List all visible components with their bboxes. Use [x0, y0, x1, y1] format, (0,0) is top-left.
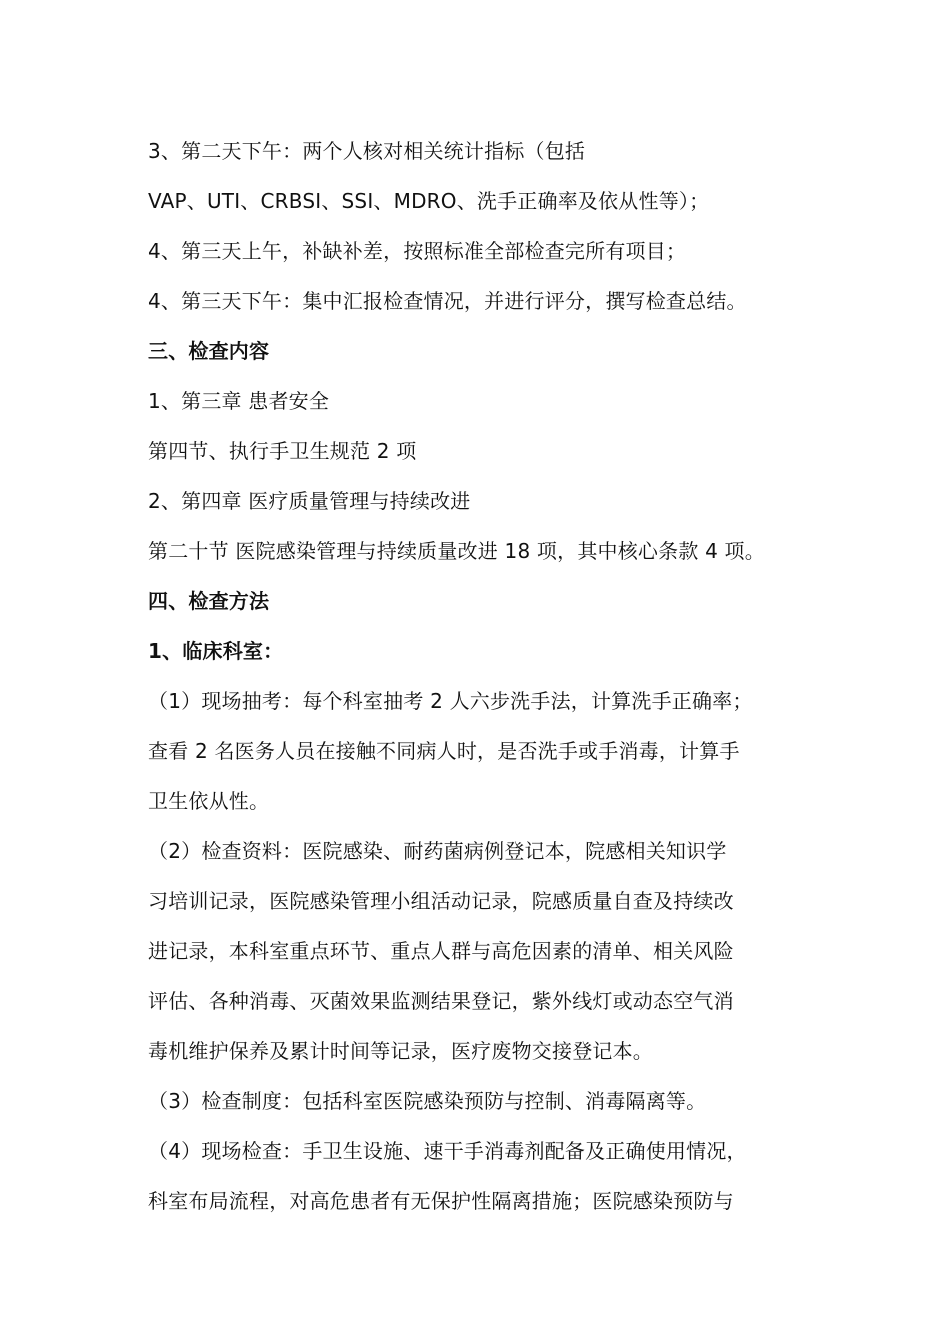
paragraph-line: 4、第三天上午，补缺补差，按照标准全部检查完所有项目；: [148, 239, 687, 263]
subsection-heading-clinical-departments: 1、临床科室：: [148, 639, 284, 663]
paragraph-line: 1、第三章 患者安全: [148, 389, 330, 413]
paragraph-line: 卫生依从性。: [148, 789, 270, 813]
paragraph-line: 科室布局流程，对高危患者有无保护性隔离措施；医院感染预防与: [148, 1189, 734, 1213]
document-body: [148, 126, 808, 1226]
paragraph-line: 习培训记录，医院感染管理小组活动记录，院感质量自查及持续改: [148, 889, 734, 913]
paragraph-line: 3、第二天下午：两个人核对相关统计指标（包括: [148, 139, 586, 163]
paragraph-line: 第四节、执行手卫生规范 2 项: [148, 439, 417, 463]
paragraph-line: 毒机维护保养及累计时间等记录，医疗废物交接登记本。: [148, 1039, 653, 1063]
paragraph-line: （2）检查资料：医院感染、耐药菌病例登记本，院感相关知识学: [148, 839, 727, 863]
paragraph-line: （1）现场抽考：每个科室抽考 2 人六步洗手法，计算洗手正确率；: [148, 689, 753, 713]
paragraph-line: （4）现场检查：手卫生设施、速干手消毒剂配备及正确使用情况，: [148, 1139, 747, 1163]
paragraph-line: 第二十节 医院感染管理与持续质量改进 18 项，其中核心条款 4 项。: [148, 539, 765, 563]
paragraph-line: 2、第四章 医疗质量管理与持续改进: [148, 489, 471, 513]
section-heading-inspection-content: 三、检查内容: [148, 339, 270, 363]
paragraph-line: （3）检查制度：包括科室医院感染预防与控制、消毒隔离等。: [148, 1089, 707, 1113]
paragraph-line: 查看 2 名医务人员在接触不同病人时，是否洗手或手消毒，计算手: [148, 739, 740, 763]
section-heading-inspection-method: 四、检查方法: [148, 589, 270, 613]
paragraph-line: VAP、UTI、CRBSI、SSI、MDRO、洗手正确率及依从性等）；: [148, 189, 710, 213]
paragraph-line: 进记录，本科室重点环节、重点人群与高危因素的清单、相关风险: [148, 939, 734, 963]
paragraph-line: 评估、各种消毒、灭菌效果监测结果登记，紫外线灯或动态空气消: [148, 989, 734, 1013]
paragraph-line: 4、第三天下午：集中汇报检查情况，并进行评分，撰写检查总结。: [148, 289, 747, 313]
